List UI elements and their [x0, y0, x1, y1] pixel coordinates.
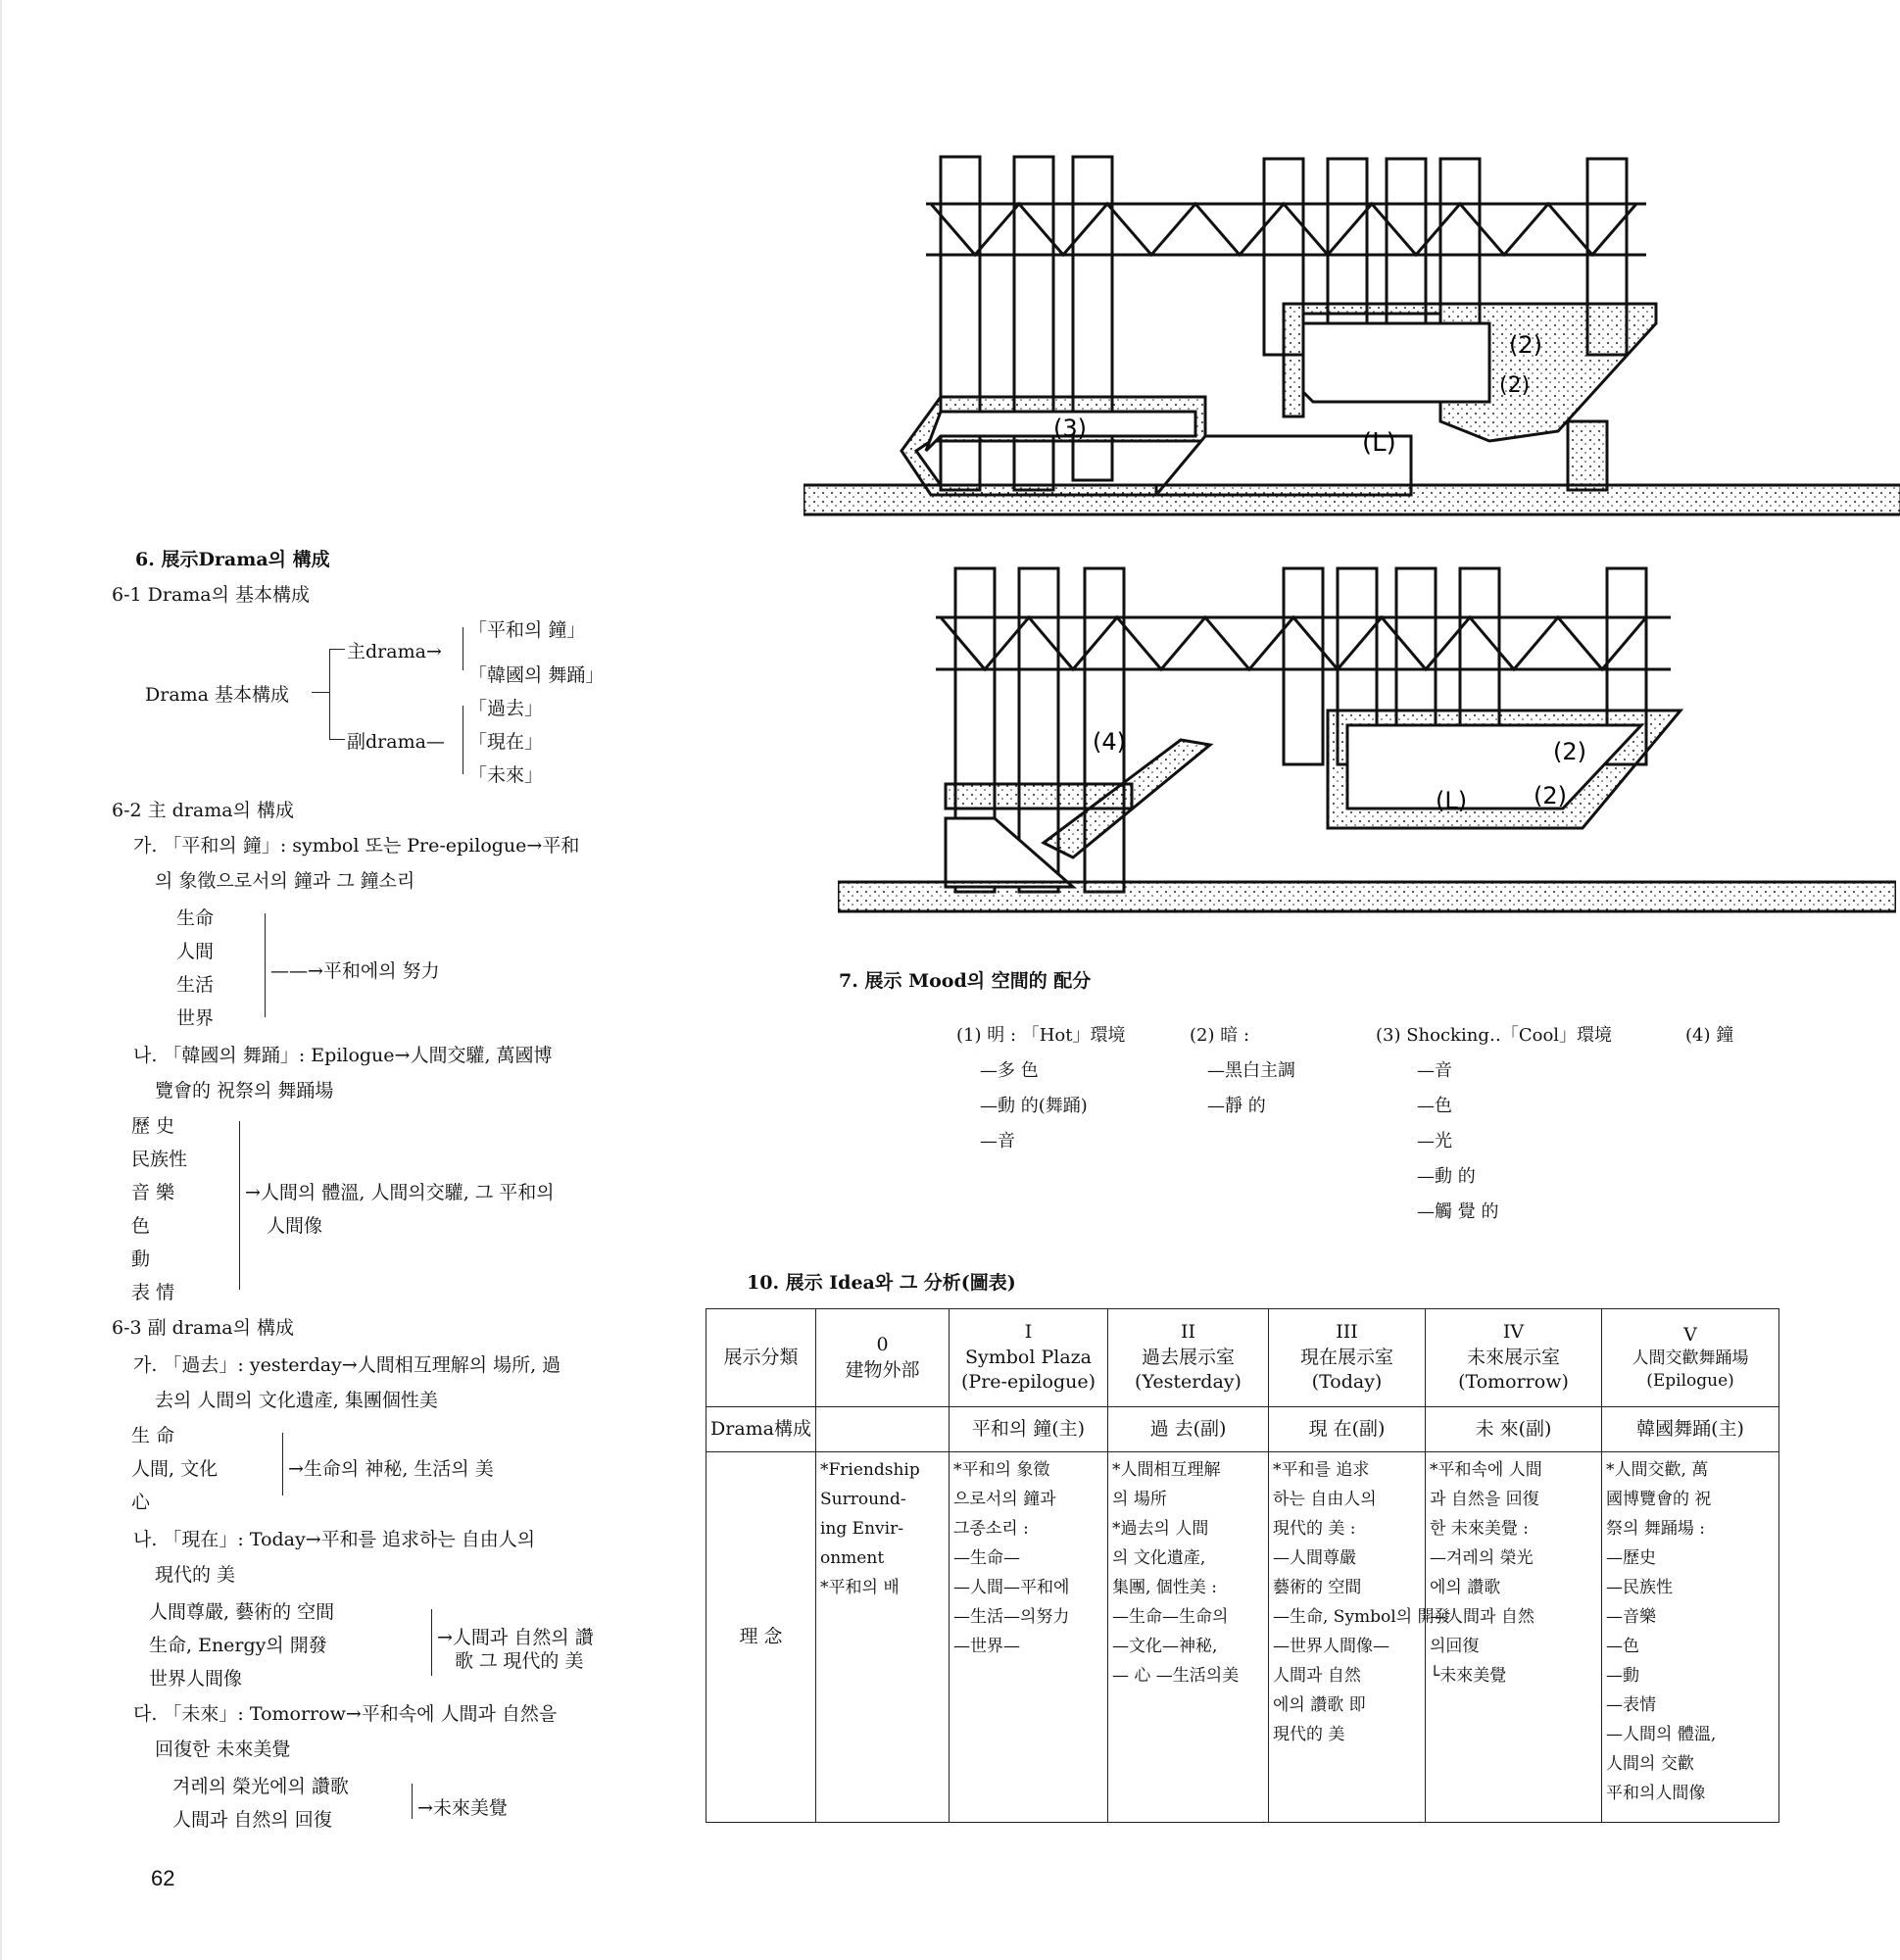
idea-line: 으로서의 鐘과 — [953, 1490, 1056, 1509]
list-item: 心 — [131, 1492, 151, 1513]
idea-line: —人間의 體溫, — [1606, 1725, 1717, 1744]
section7-heading: 7. 展示 Mood의 空間的 配分 — [839, 970, 1092, 992]
idea-line: 人間의 交歡 — [1606, 1754, 1694, 1774]
list-item: 世界 — [176, 1007, 215, 1029]
list-item: 表 情 — [131, 1282, 175, 1303]
figure-label: (2) — [1553, 738, 1586, 765]
mood-title: (2) 暗 : — [1190, 1025, 1250, 1046]
page-number: 62 — [151, 1866, 175, 1890]
idea-line: —歷史 — [1606, 1548, 1656, 1568]
future-result: →未來美覺 — [417, 1797, 508, 1819]
bracket — [239, 1121, 240, 1290]
idea-line: 의 場所 — [1112, 1490, 1167, 1509]
list-item: 世界人間像 — [149, 1668, 243, 1690]
idea-line: 한 未來美覺 : — [1430, 1519, 1529, 1539]
tree-sub: 副drama— — [347, 731, 445, 753]
idea-line: —表情 — [1606, 1695, 1656, 1715]
col-name: 建物外部 — [845, 1358, 920, 1381]
section6-2-title: 6-2 主 drama의 構成 — [112, 800, 294, 821]
figure-label: (4) — [1093, 728, 1126, 756]
idea-line: 에의 讚歌 即 — [1273, 1695, 1366, 1715]
idea-line: —生命, Symbol의 開發 — [1273, 1607, 1451, 1627]
idea-line: —色 — [1606, 1637, 1639, 1656]
past-result-text: 生命의 神秘, 生活의 美 — [303, 1458, 494, 1480]
idea-line: — 心 —生活의美 — [1112, 1666, 1240, 1686]
col-numeral: IV — [1502, 1321, 1525, 1344]
idea-line: —生活—의努力 — [953, 1607, 1070, 1627]
na-line1: 나. 「韓國의 舞踊」: Epilogue→人間交驩, 萬國博 — [133, 1045, 553, 1066]
tree-main-item: 「平和의 鐘」 — [468, 619, 586, 641]
ga-line2: 의 象徵으로서의 鐘과 그 鐘소리 — [155, 870, 415, 892]
na-result-text: 人間의 體溫, 人間의交驩, 그 平和의 — [260, 1182, 555, 1203]
mood-item: —光 — [1417, 1131, 1452, 1152]
idea-cell — [816, 1452, 950, 1823]
tree-connector — [329, 649, 330, 739]
section10-heading: 10. 展示 Idea와 그 分析(圖表) — [747, 1272, 1016, 1294]
ga-line1: 가. 「平和의 鐘」: symbol 또는 Pre-epilogue→平和 — [133, 835, 580, 857]
list-item: 色 — [131, 1215, 151, 1237]
idea-line: *人間相互理解 — [1112, 1460, 1221, 1480]
table-cell — [1269, 1309, 1426, 1407]
idea-line: —動 — [1606, 1666, 1639, 1686]
idea-line: 하는 自由人의 — [1273, 1490, 1377, 1509]
present-line2: 現代的 美 — [155, 1564, 236, 1586]
idea-cell — [1602, 1452, 1779, 1823]
table-cell — [1602, 1309, 1779, 1407]
table-cell: 韓國舞踊(主) — [1602, 1407, 1779, 1452]
list-item: 人間과 自然의 回復 — [172, 1809, 332, 1831]
list-item: 歷 史 — [131, 1115, 175, 1137]
idea-cell — [1426, 1452, 1602, 1823]
col-name: 人間交歡舞踊場 (Epilogue) — [1632, 1348, 1749, 1392]
mood-item: —音 — [1417, 1060, 1452, 1081]
tree-connector — [329, 649, 345, 650]
figure-label: (2) — [1509, 331, 1542, 359]
mood-item: —色 — [1417, 1096, 1452, 1116]
present-result-1: →人間과 自然의 讚 — [437, 1627, 594, 1648]
idea-line: 그종소리 : — [953, 1519, 1029, 1539]
mood-item: —動 的(舞踊) — [980, 1096, 1088, 1116]
na-result-1: →人間의 體溫, 人間의交驩, 그 平和의 — [245, 1182, 555, 1203]
section-drawing-bottom — [838, 564, 1896, 921]
future-line2: 回復한 未來美覺 — [155, 1739, 291, 1760]
list-item: 人間 — [176, 941, 215, 962]
col-name: 現在展示室 (Today) — [1299, 1346, 1393, 1394]
mood-title: (3) Shocking‥「Cool」環境 — [1376, 1025, 1613, 1046]
tree-root: Drama 基本構成 — [145, 684, 290, 706]
bracket — [265, 913, 266, 1017]
idea-line: *人間交歡, 萬 — [1606, 1460, 1709, 1480]
col-numeral: V — [1683, 1323, 1697, 1346]
col-name: Symbol Plaza (Pre-epilogue) — [961, 1346, 1096, 1394]
mood-item: —靜 的 — [1207, 1096, 1266, 1116]
idea-line: Surround- — [820, 1490, 906, 1509]
future-result-text: 未來美覺 — [432, 1797, 508, 1819]
idea-line: —人間과 自然 — [1430, 1607, 1535, 1627]
na-result-2: 人間像 — [267, 1215, 323, 1237]
past-line1: 가. 「過去」: yesterday→人間相互理解의 場所, 過 — [133, 1354, 561, 1376]
table-row-category — [706, 1309, 1779, 1407]
present-result-2: 歌 그 現代的 美 — [455, 1650, 584, 1672]
mood-item: —音 — [980, 1131, 1015, 1152]
section6-heading: 6. 展示Drama의 構成 — [135, 549, 330, 570]
future-line1: 다. 「未來」: Tomorrow→平和속에 人間과 自然을 — [133, 1703, 558, 1725]
idea-line: 의 文化遺產, — [1112, 1548, 1206, 1568]
table-cell: 未 來(副) — [1426, 1407, 1602, 1452]
idea-line: —世界人間像— — [1273, 1637, 1389, 1656]
mood-item: —黑白主調 — [1207, 1060, 1295, 1081]
figure-label: (2) — [1499, 373, 1531, 398]
mood-item: —觸 覺 的 — [1417, 1201, 1499, 1222]
tree-connector — [329, 739, 345, 740]
idea-line: 에의 讚歌 — [1430, 1578, 1501, 1597]
table-cell: 過 去(副) — [1108, 1407, 1269, 1452]
idea-line: —人間—平和에 — [953, 1578, 1070, 1597]
table-row-drama — [706, 1407, 1779, 1452]
present-line1: 나. 「現在」: Today→平和를 追求하는 自由人의 — [133, 1529, 536, 1550]
idea-line: *過去의 人間 — [1112, 1519, 1209, 1539]
idea-line: *Friendship — [820, 1460, 920, 1480]
ga-result: ——→平和에의 努力 — [270, 960, 440, 982]
idea-line: └未來美覺 — [1430, 1666, 1507, 1686]
table-cell — [1108, 1309, 1269, 1407]
na-line2: 覽會的 祝祭의 舞踊場 — [155, 1080, 334, 1102]
ga-result-text: 平和에의 努力 — [322, 960, 440, 982]
tree-connector — [312, 692, 329, 693]
idea-cell — [950, 1452, 1108, 1823]
list-item: 民族性 — [131, 1149, 188, 1170]
past-line2: 去의 人間의 文化遺產, 集團個性美 — [155, 1390, 438, 1411]
list-item: 겨레의 榮光에의 讚歌 — [172, 1776, 349, 1797]
bracket — [282, 1433, 283, 1495]
tree-main-item: 「韓國의 舞踊」 — [468, 664, 605, 686]
idea-line: *平和를 追求 — [1273, 1460, 1370, 1480]
idea-line: —人間尊嚴 — [1273, 1548, 1356, 1568]
idea-line: —겨레의 榮光 — [1430, 1548, 1534, 1568]
list-item: 音 樂 — [131, 1182, 175, 1203]
idea-line: —文化—神秘, — [1112, 1637, 1218, 1656]
list-item: 動 — [131, 1249, 151, 1270]
mood-item: —動 的 — [1417, 1166, 1476, 1187]
section6-1-title: 6-1 Drama의 基本構成 — [112, 584, 311, 606]
past-result: →生命의 神秘, 生活의 美 — [288, 1458, 494, 1480]
idea-line: *平和의 배 — [820, 1578, 900, 1597]
idea-line: *平和속에 人間 — [1430, 1460, 1542, 1480]
idea-line: 國博覽會的 祝 — [1606, 1490, 1712, 1509]
idea-line: 人間과 自然 — [1273, 1666, 1361, 1686]
idea-line: ing Envir- — [820, 1519, 903, 1539]
table-cell — [1426, 1309, 1602, 1407]
idea-line: —音樂 — [1606, 1607, 1656, 1627]
tree-sub-item: 「現在」 — [468, 731, 544, 753]
table-cell — [816, 1407, 950, 1452]
tree-sub-label: 副drama — [347, 731, 426, 753]
idea-table — [706, 1308, 1779, 1823]
idea-line: 藝術的 空間 — [1273, 1578, 1362, 1597]
idea-line: —生命—生命의 — [1112, 1607, 1229, 1627]
row-label-drama: Drama構成 — [706, 1407, 816, 1452]
idea-line: 과 自然을 回復 — [1430, 1490, 1539, 1509]
figure-label: (L) — [1436, 787, 1468, 814]
idea-line: 의回復 — [1430, 1637, 1480, 1656]
table-cell: 現 在(副) — [1269, 1407, 1426, 1452]
tree-main: 主drama→ — [347, 641, 442, 662]
figure-label: (L) — [1362, 428, 1396, 458]
idea-line: —生命— — [953, 1548, 1020, 1568]
list-item: 生命, Energy의 開發 — [149, 1635, 327, 1656]
tree-sub-item: 「過去」 — [468, 698, 544, 719]
list-item: 人間, 文化 — [131, 1458, 219, 1480]
idea-line: onment — [820, 1548, 885, 1568]
idea-line: 平和의人間像 — [1606, 1784, 1706, 1803]
page-edge — [0, 0, 2, 1960]
idea-line: —世界— — [953, 1637, 1020, 1656]
list-item: 人間尊嚴, 藝術的 空間 — [149, 1601, 335, 1623]
section6-3-title: 6-3 副 drama의 構成 — [112, 1317, 294, 1339]
tree-main-label: 主drama — [347, 641, 426, 662]
section-drawing-top — [804, 147, 1900, 519]
col-numeral: 0 — [876, 1333, 889, 1355]
idea-line: 集團, 個性美 : — [1112, 1578, 1217, 1597]
list-item: 生 命 — [131, 1425, 175, 1446]
row-label-idea: 理 念 — [706, 1452, 816, 1823]
row-label-category: 展示分類 — [706, 1309, 816, 1407]
mood-title: (1) 明 : 「Hot」環境 — [956, 1025, 1126, 1046]
figure-label: (3) — [1053, 415, 1087, 442]
idea-line: 現代的 美 : — [1273, 1519, 1356, 1539]
tree-sub-item: 「未來」 — [468, 764, 544, 786]
table-cell: 平和의 鐘(主) — [950, 1407, 1108, 1452]
present-result-text: 人間과 自然의 讚 — [452, 1627, 594, 1648]
list-item: 生命 — [176, 907, 215, 929]
bracket — [431, 1609, 432, 1676]
mood-item: —多 色 — [980, 1060, 1039, 1081]
idea-cell — [1269, 1452, 1451, 1823]
bracket — [412, 1784, 413, 1819]
idea-line: *平和의 象徵 — [953, 1460, 1050, 1480]
figure-label: (2) — [1534, 782, 1567, 809]
table-cell — [950, 1309, 1108, 1407]
table-row-idea — [706, 1452, 1779, 1823]
table-cell — [816, 1309, 950, 1407]
col-numeral: II — [1180, 1321, 1195, 1344]
col-numeral: III — [1336, 1321, 1358, 1344]
idea-line: 祭의 舞踊場 : — [1606, 1519, 1705, 1539]
idea-line: 現代的 美 — [1273, 1725, 1345, 1744]
col-numeral: I — [1024, 1321, 1033, 1344]
col-name: 未來展示室 (Tomorrow) — [1458, 1346, 1569, 1394]
list-item: 生活 — [176, 974, 215, 996]
mood-col-4-title: (4) 鐘 — [1685, 1025, 1734, 1046]
col-name: 過去展示室 (Yesterday) — [1135, 1346, 1242, 1394]
idea-cell — [1108, 1452, 1269, 1823]
idea-line: —民族性 — [1606, 1578, 1673, 1597]
